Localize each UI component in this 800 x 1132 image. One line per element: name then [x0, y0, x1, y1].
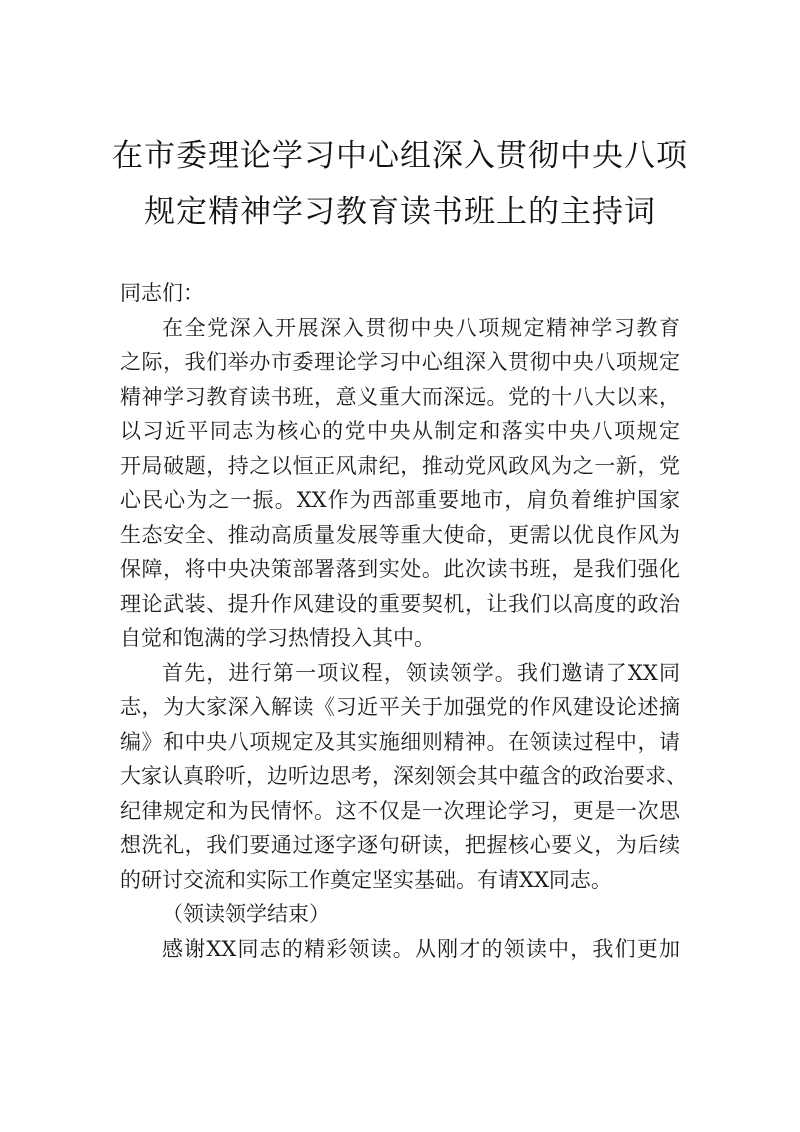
document-title: [0, 128, 800, 240]
title-line-2: 规定精神学习教育读书班上的主持词: [144, 194, 656, 230]
body-line: 心民心为之一振。XX作为西部重要地市，肩负着维护国家: [120, 488, 680, 512]
body-line: 首先，进行第一项议程，领读领学。我们邀请了XX同: [162, 660, 680, 685]
document-body: [120, 276, 687, 966]
body-line: 自觉和饱满的学习热情投入其中。: [120, 626, 435, 650]
body-line: 感谢XX同志的精彩领读。从刚才的领读中，我们更加: [162, 936, 680, 961]
body-line: 精神学习教育读书班，意义重大而深远。党的十八大以来，: [120, 384, 680, 409]
body-line: 开局破题，持之以恒正风肃纪，推动党风政风为之一新，党: [120, 453, 680, 478]
body-line: 的研讨交流和实际工作奠定坚实基础。有请XX同志。: [120, 867, 612, 892]
body-line: 大家认真聆听，边听边思考，深刻领会其中蕴含的政治要求、: [120, 764, 687, 788]
title-line-1: 在市委理论学习中心组深入贯彻中央八项: [112, 138, 688, 174]
body-line: 在全党深入开展深入贯彻中央八项规定精神学习教育: [162, 315, 680, 340]
body-line: 保障，将中央决策部署落到实处。此次读书班，是我们强化: [120, 557, 680, 581]
body-line: 以习近平同志为核心的党中央从制定和落实中央八项规定: [120, 419, 680, 443]
stage-note: （领读领学结束）: [162, 902, 330, 926]
body-line: 编》和中央八项规定及其实施细则精神。在领读过程中，请: [120, 729, 680, 754]
salutation: 同志们：: [120, 281, 204, 305]
body-line: 之际，我们举办市委理论学习中心组深入贯彻中央八项规定: [120, 350, 680, 374]
body-line: 纪律规定和为民情怀。这不仅是一次理论学习，更是一次思: [120, 798, 680, 823]
body-line: 生态安全、推动高质量发展等重大使命，更需以优良作风为: [120, 522, 680, 547]
body-line: 想洗礼，我们要通过逐字逐句研读，把握核心要义，为后续: [120, 833, 680, 857]
body-line: 理论武装、提升作风建设的重要契机，让我们以高度的政治: [120, 591, 680, 616]
body-line: 志，为大家深入解读《习近平关于加强党的作风建设论述摘: [120, 695, 680, 719]
